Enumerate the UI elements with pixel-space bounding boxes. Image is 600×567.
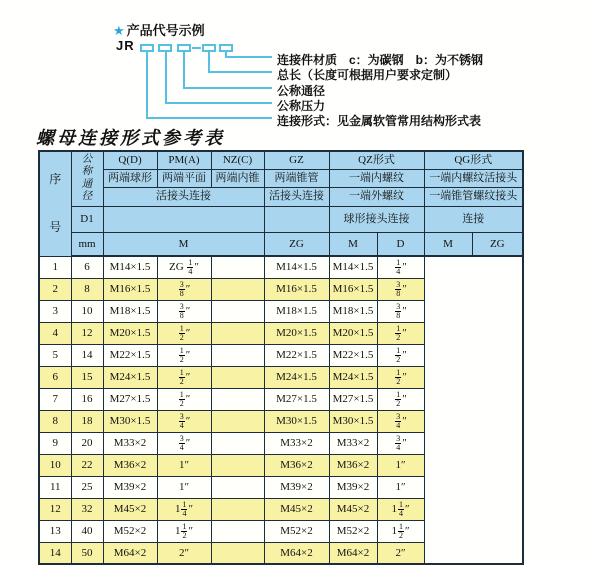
table-cell — [211, 476, 264, 498]
fraction: $\frac{1}{2}$ — [179, 367, 184, 386]
callout-label: 公称通径 — [277, 84, 326, 98]
table-cell: $\frac{3}{8}$ ″ — [157, 300, 211, 322]
table-cell: $\frac{1}{2}$ ″ — [377, 344, 424, 366]
table-cell: M24×1.5 — [329, 366, 377, 388]
table-cell: $\frac{1}{2}$ ″ — [157, 344, 211, 366]
table-cell: 16 — [71, 388, 103, 410]
table-cell: $\frac{1}{2}$ ″ — [157, 388, 211, 410]
table-cell: M27×1.5 — [264, 388, 329, 410]
table-cell: M24×1.5 — [264, 366, 329, 388]
header-mm: mm — [71, 232, 103, 256]
table-cell: 20 — [71, 432, 103, 454]
table-cell: 1 $\frac{1}{4}$ ″ — [157, 498, 211, 520]
header-seq: 序 号 — [39, 151, 71, 256]
header-zg1: ZG — [264, 232, 329, 256]
table-cell: M52×2 — [103, 520, 157, 542]
table-cell: M45×2 — [329, 498, 377, 520]
table-cell: 1 — [39, 256, 71, 278]
table-cell: 15 — [71, 366, 103, 388]
nut-connection-reference-table — [38, 150, 524, 565]
table-row — [39, 542, 523, 564]
header-col-qg: QG形式 — [424, 151, 523, 169]
table-cell: 8 — [39, 410, 71, 432]
table-cell: 18 — [71, 410, 103, 432]
table-row — [39, 366, 523, 388]
table-cell: M39×2 — [329, 476, 377, 498]
table-cell: M18×1.5 — [103, 300, 157, 322]
table-cell: 14 — [39, 542, 71, 564]
fraction: $\frac{3}{4}$ — [396, 433, 401, 452]
table-row — [39, 300, 523, 322]
table-cell: $\frac{1}{2}$ ″ — [377, 388, 424, 410]
fraction: $\frac{3}{8}$ — [179, 301, 184, 320]
table-cell — [211, 410, 264, 432]
table-cell: M30×1.5 — [264, 410, 329, 432]
fraction: $\frac{1}{2}$ — [179, 345, 184, 364]
fraction: $\frac{1}{2}$ — [396, 345, 401, 364]
table-cell: M45×2 — [264, 498, 329, 520]
table-cell — [211, 366, 264, 388]
table-cell: 1″ — [377, 476, 424, 498]
table-row — [39, 410, 523, 432]
fraction: $\frac{1}{2}$ — [179, 323, 184, 342]
header-col-qd: Q(D) — [103, 151, 157, 169]
header-zg2: ZG — [472, 232, 523, 256]
table-cell — [211, 300, 264, 322]
table-cell: 1″ — [377, 454, 424, 476]
table-cell: 1 $\frac{1}{2}$ ″ — [377, 520, 424, 542]
header-d1: D1 — [71, 206, 103, 232]
table-cell — [211, 520, 264, 542]
table-row — [39, 344, 523, 366]
table-row — [39, 432, 523, 454]
table-cell: M33×2 — [103, 432, 157, 454]
table-cell: M22×1.5 — [329, 344, 377, 366]
table-cell: $\frac{3}{4}$ ″ — [157, 432, 211, 454]
table-cell: 2″ — [157, 542, 211, 564]
table-cell: 6 — [71, 256, 103, 278]
table-cell: 4 — [39, 322, 71, 344]
table-cell: 8 — [71, 278, 103, 300]
table-cell: M39×2 — [264, 476, 329, 498]
table-cell: 25 — [71, 476, 103, 498]
header-qg-conn: 连接 — [424, 206, 523, 232]
table-cell: 13 — [39, 520, 71, 542]
header-col-nzc: NZ(C) — [211, 151, 264, 169]
fraction: $\frac{1}{2}$ — [179, 389, 184, 408]
table-header — [39, 151, 523, 256]
header-col-pma: PM(A) — [157, 151, 211, 169]
table-cell — [211, 322, 264, 344]
header-qd-sub: 两端球形 — [103, 169, 157, 187]
table-cell: 40 — [71, 520, 103, 542]
header-col-gz: GZ — [264, 151, 329, 169]
table-cell: 22 — [71, 454, 103, 476]
code-dash — [192, 47, 201, 49]
table-cell: M18×1.5 — [264, 300, 329, 322]
table-cell: 1″ — [157, 476, 211, 498]
table-cell: M36×2 — [329, 454, 377, 476]
table-cell: M36×2 — [264, 454, 329, 476]
table-cell: 1 $\frac{1}{4}$ ″ — [377, 498, 424, 520]
table-cell: $\frac{1}{2}$ ″ — [157, 322, 211, 344]
callout-label: 公称压力 — [277, 99, 326, 113]
table-cell — [211, 542, 264, 564]
table-cell — [211, 344, 264, 366]
fraction: $\frac{1}{4}$ — [396, 257, 401, 276]
table-cell: $\frac{3}{4}$ ″ — [377, 410, 424, 432]
table-body — [39, 256, 523, 564]
table-row — [39, 388, 523, 410]
fraction: $\frac{1}{4}$ — [398, 499, 403, 518]
table-cell: 32 — [71, 498, 103, 520]
header-dn: 公 称 通 径 — [71, 151, 103, 206]
table-cell: 9 — [39, 432, 71, 454]
table-cell: 7 — [39, 388, 71, 410]
table-cell — [211, 432, 264, 454]
table-cell: 2 — [39, 278, 71, 300]
table-cell — [211, 278, 264, 300]
table-cell: M20×1.5 — [329, 322, 377, 344]
product-code-prefix: JR — [116, 38, 135, 53]
table-row — [39, 454, 523, 476]
table-cell: M20×1.5 — [264, 322, 329, 344]
header-m3: M — [424, 232, 472, 256]
header-col-qz: QZ形式 — [329, 151, 424, 169]
table-cell: $\frac{3}{8}$ ″ — [377, 278, 424, 300]
table-cell — [211, 498, 264, 520]
header-gz-sub: 两端锥管 — [264, 169, 329, 187]
table-cell — [211, 256, 264, 278]
table-cell: 1″ — [157, 454, 211, 476]
star-icon: ★ — [113, 23, 125, 38]
table-cell — [211, 454, 264, 476]
table-cell: M18×1.5 — [329, 300, 377, 322]
header-gz-live-joint: 活接头连接 — [264, 187, 329, 206]
table-cell: 10 — [39, 454, 71, 476]
table-cell: 50 — [71, 542, 103, 564]
table-cell: M22×1.5 — [264, 344, 329, 366]
table-title: 螺母连接形式参考表 — [36, 128, 225, 148]
table-cell: M52×2 — [329, 520, 377, 542]
table-cell: M27×1.5 — [103, 388, 157, 410]
table-cell: $\frac{1}{2}$ ″ — [377, 322, 424, 344]
table-cell: M36×2 — [103, 454, 157, 476]
callout-label: 连接形式：见金属软管常用结构形式表 — [277, 114, 482, 128]
fraction: $\frac{1}{2}$ — [396, 389, 401, 408]
header-d: D — [377, 232, 424, 256]
table-cell: M45×2 — [103, 498, 157, 520]
fraction: $\frac{3}{4}$ — [179, 433, 184, 452]
fraction: $\frac{1}{2}$ — [396, 367, 401, 386]
table-cell: M30×1.5 — [329, 410, 377, 432]
table-row — [39, 476, 523, 498]
header-qz-sub1: 一端内螺纹 — [329, 169, 424, 187]
table-row — [39, 520, 523, 542]
callout-label: 总长（长度可根据用户要求定制） — [277, 68, 458, 82]
diagram-title — [113, 20, 205, 39]
table-row — [39, 278, 523, 300]
table-cell: M14×1.5 — [329, 256, 377, 278]
table-cell: 2″ — [377, 542, 424, 564]
fraction: $\frac{3}{4}$ — [179, 411, 184, 430]
table-cell: 1 $\frac{1}{2}$ ″ — [157, 520, 211, 542]
table-cell: 6 — [39, 366, 71, 388]
table-cell: M16×1.5 — [264, 278, 329, 300]
table-cell: M16×1.5 — [329, 278, 377, 300]
table-cell: M22×1.5 — [103, 344, 157, 366]
table-cell: $\frac{3}{8}$ ″ — [377, 300, 424, 322]
table-cell: 11 — [39, 476, 71, 498]
table-cell: M24×1.5 — [103, 366, 157, 388]
table-cell: M64×2 — [103, 542, 157, 564]
table-row — [39, 256, 523, 278]
table-cell: 10 — [71, 300, 103, 322]
header-qz-sub2: 一端外螺纹 — [329, 187, 424, 206]
table-cell: $\frac{3}{8}$ ″ — [157, 278, 211, 300]
table-cell: M64×2 — [264, 542, 329, 564]
fraction: $\frac{3}{8}$ — [396, 301, 401, 320]
callout-label: 连接件材质 c：为碳钢 b：为不锈钢 — [277, 53, 484, 67]
table-cell: ZG $\frac{1}{4}$ ″ — [157, 256, 211, 278]
header-empty-cell — [103, 206, 264, 232]
table-cell: 5 — [39, 344, 71, 366]
header-qz-conn: 球形接头连接 — [329, 206, 424, 232]
table-row — [39, 322, 523, 344]
diagram-title-text: 产品代号示例 — [126, 23, 205, 38]
table-cell: M14×1.5 — [264, 256, 329, 278]
table-cell: $\frac{3}{4}$ ″ — [377, 432, 424, 454]
header-pma-sub: 两端平面 — [157, 169, 211, 187]
fraction: $\frac{3}{8}$ — [179, 279, 184, 298]
fraction: $\frac{1}{4}$ — [182, 499, 187, 518]
table-cell: M14×1.5 — [103, 256, 157, 278]
fraction: $\frac{3}{8}$ — [396, 279, 401, 298]
header-qg-sub2: 一端锥管螺纹接头 — [424, 187, 523, 206]
header-qg-sub1: 一端内螺纹活接头 — [424, 169, 523, 187]
fraction: $\frac{1}{2}$ — [396, 323, 401, 342]
table-cell: M39×2 — [103, 476, 157, 498]
header-nzc-sub: 两端内锥 — [211, 169, 264, 187]
table-cell: 3 — [39, 300, 71, 322]
table-row — [39, 498, 523, 520]
table-cell: M16×1.5 — [103, 278, 157, 300]
table-cell: M20×1.5 — [103, 322, 157, 344]
table-cell: M33×2 — [264, 432, 329, 454]
table-cell: $\frac{3}{4}$ ″ — [157, 410, 211, 432]
table-cell: M27×1.5 — [329, 388, 377, 410]
fraction: $\frac{1}{2}$ — [182, 521, 187, 540]
table-cell: $\frac{1}{2}$ ″ — [157, 366, 211, 388]
fraction: $\frac{1}{2}$ — [398, 521, 403, 540]
table-cell: M30×1.5 — [103, 410, 157, 432]
table-cell: $\frac{1}{4}$ ″ — [377, 256, 424, 278]
header-m2: M — [329, 232, 377, 256]
fraction: $\frac{3}{4}$ — [396, 411, 401, 430]
table-cell: $\frac{1}{2}$ ″ — [377, 366, 424, 388]
table-cell: 12 — [39, 498, 71, 520]
callout-line — [146, 51, 272, 119]
table-cell: 12 — [71, 322, 103, 344]
table-cell: 14 — [71, 344, 103, 366]
header-empty-cell — [264, 206, 329, 232]
table-cell: M64×2 — [329, 542, 377, 564]
fraction: $\frac{1}{4}$ — [188, 257, 193, 276]
table-cell — [211, 388, 264, 410]
header-m1: M — [103, 232, 264, 256]
table-cell: M52×2 — [264, 520, 329, 542]
header-live-joint: 活接头连接 — [103, 187, 264, 206]
table-cell: M33×2 — [329, 432, 377, 454]
